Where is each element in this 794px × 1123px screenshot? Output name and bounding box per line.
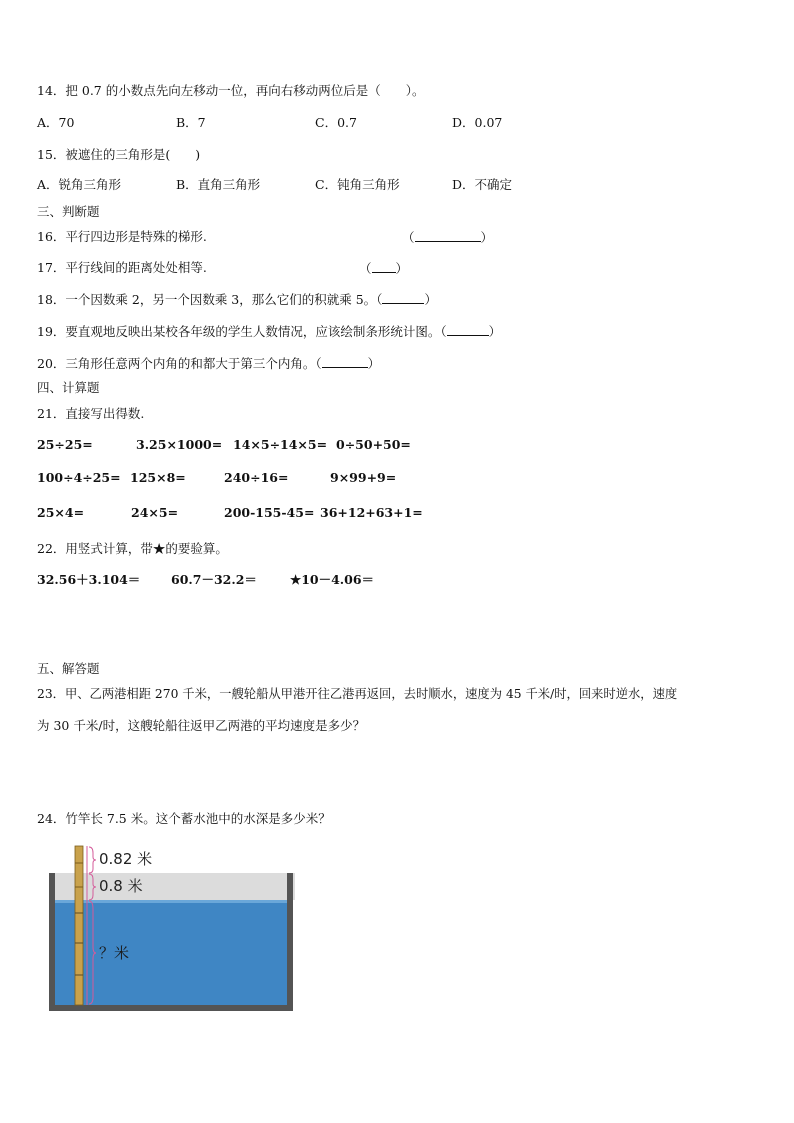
q20-blank[interactable] (322, 355, 368, 368)
q17-close-paren: ） (395, 261, 409, 276)
q17-open-paren: （ (359, 261, 372, 276)
q16-close-paren: ） (480, 230, 494, 245)
q14-option-a[interactable]: A．70 (37, 115, 75, 130)
section-heading-calculation: 四、计算题 (37, 380, 100, 395)
q21-r2-c4: 9×99+9= (330, 470, 397, 485)
section-heading-word-problems: 五、解答题 (37, 661, 100, 676)
q14-option-c[interactable]: C．0.7 (315, 115, 357, 130)
q21-text: 21．直接写出得数. (37, 406, 145, 421)
q22-text: 22．用竖式计算，带★的要验算。 (37, 541, 228, 556)
q21-r1-c3: 14×5÷14×5= (233, 437, 328, 452)
q22-item-1: 32.56＋3.104＝ (37, 572, 141, 587)
q16-answer[interactable] (402, 229, 493, 246)
q17-text: 17．平行线间的距离处处相等. (37, 260, 207, 275)
q21-r3-c3: 200-155-45= (224, 505, 315, 520)
q14-option-d[interactable]: D．0.07 (452, 115, 503, 130)
q19-text: 19．要直观地反映出某校各年级的学生人数情况，应该绘制条形统计图。（ (37, 324, 447, 339)
q21-r2-c2: 125×8= (130, 470, 186, 485)
q15-option-a[interactable]: A．锐角三角形 (37, 177, 122, 192)
q16-blank[interactable] (415, 229, 481, 242)
bamboo-pole (75, 846, 83, 1005)
q17-answer[interactable] (359, 260, 408, 277)
q21-r2-c3: 240÷16= (224, 470, 289, 485)
q15-option-d[interactable]: D．不确定 (452, 177, 513, 192)
q20-close-paren: ） (367, 356, 381, 371)
q23-line-2: 为 30 千米/时，这艘轮船往返甲乙两港的平均速度是多少？ (37, 718, 366, 733)
pool-diagram (49, 843, 295, 1015)
q15-option-b[interactable]: B．直角三角形 (176, 177, 261, 192)
q18-blank[interactable] (382, 291, 424, 304)
pool-figure (49, 843, 295, 1015)
q19-row (37, 323, 501, 340)
q21-r1-c2: 3.25×1000= (136, 437, 223, 452)
q18-row (37, 291, 437, 308)
label-water-depth: ？米 (99, 944, 130, 962)
q17-blank[interactable] (372, 260, 396, 273)
q21-r1-c4: 0÷50+50= (336, 437, 411, 452)
q21-r3-c4: 36+12+63+1= (320, 505, 423, 520)
q16-open-paren: （ (402, 230, 415, 245)
label-pole-above-rim: 0.82 米 (99, 850, 153, 868)
q22-item-3: ★10－4.06＝ (290, 572, 375, 587)
q21-r3-c1: 25×4= (37, 505, 85, 520)
q21-r1-c1: 25÷25= (37, 437, 93, 452)
q22-item-2: 60.7－32.2＝ (171, 572, 257, 587)
section-heading-judgement: 三、判断题 (37, 204, 100, 219)
q20-text: 20．三角形任意两个内角的和都大于第三个内角。（ (37, 356, 322, 371)
q21-r3-c2: 24×5= (131, 505, 179, 520)
q19-blank[interactable] (447, 323, 489, 336)
q20-row (37, 355, 380, 372)
q14-text: 14．把 0.7 的小数点先向左移动一位，再向右移动两位后是（ ）。 (37, 83, 425, 98)
label-rim-to-water: 0.8 米 (99, 877, 143, 895)
pool-rim-band (49, 873, 295, 900)
q14-option-b[interactable]: B．7 (176, 115, 206, 130)
q24-text: 24．竹竿长 7.5 米。这个蓄水池中的水深是多少米？ (37, 811, 331, 826)
q21-r2-c1: 100÷4÷25= (37, 470, 121, 485)
q16-text: 16．平行四边形是特殊的梯形. (37, 229, 207, 244)
q19-close-paren: ） (488, 324, 502, 339)
q18-close-paren: ） (424, 292, 437, 307)
q23-line-1: 23．甲、乙两港相距 270 千米，一艘轮船从甲港开往乙港再返回，去时顺水，速度为 45 千米/时，回来时逆水，速度 (37, 687, 678, 701)
q18-text: 18．一个因数乘 2，另一个因数乘 3，那么它们的积就乘 5。（ (37, 292, 383, 307)
q15-option-c[interactable]: C．钝角三角形 (315, 177, 400, 192)
q15-text: 15．被遮住的三角形是( ) (37, 147, 201, 162)
water-body (55, 900, 287, 1005)
